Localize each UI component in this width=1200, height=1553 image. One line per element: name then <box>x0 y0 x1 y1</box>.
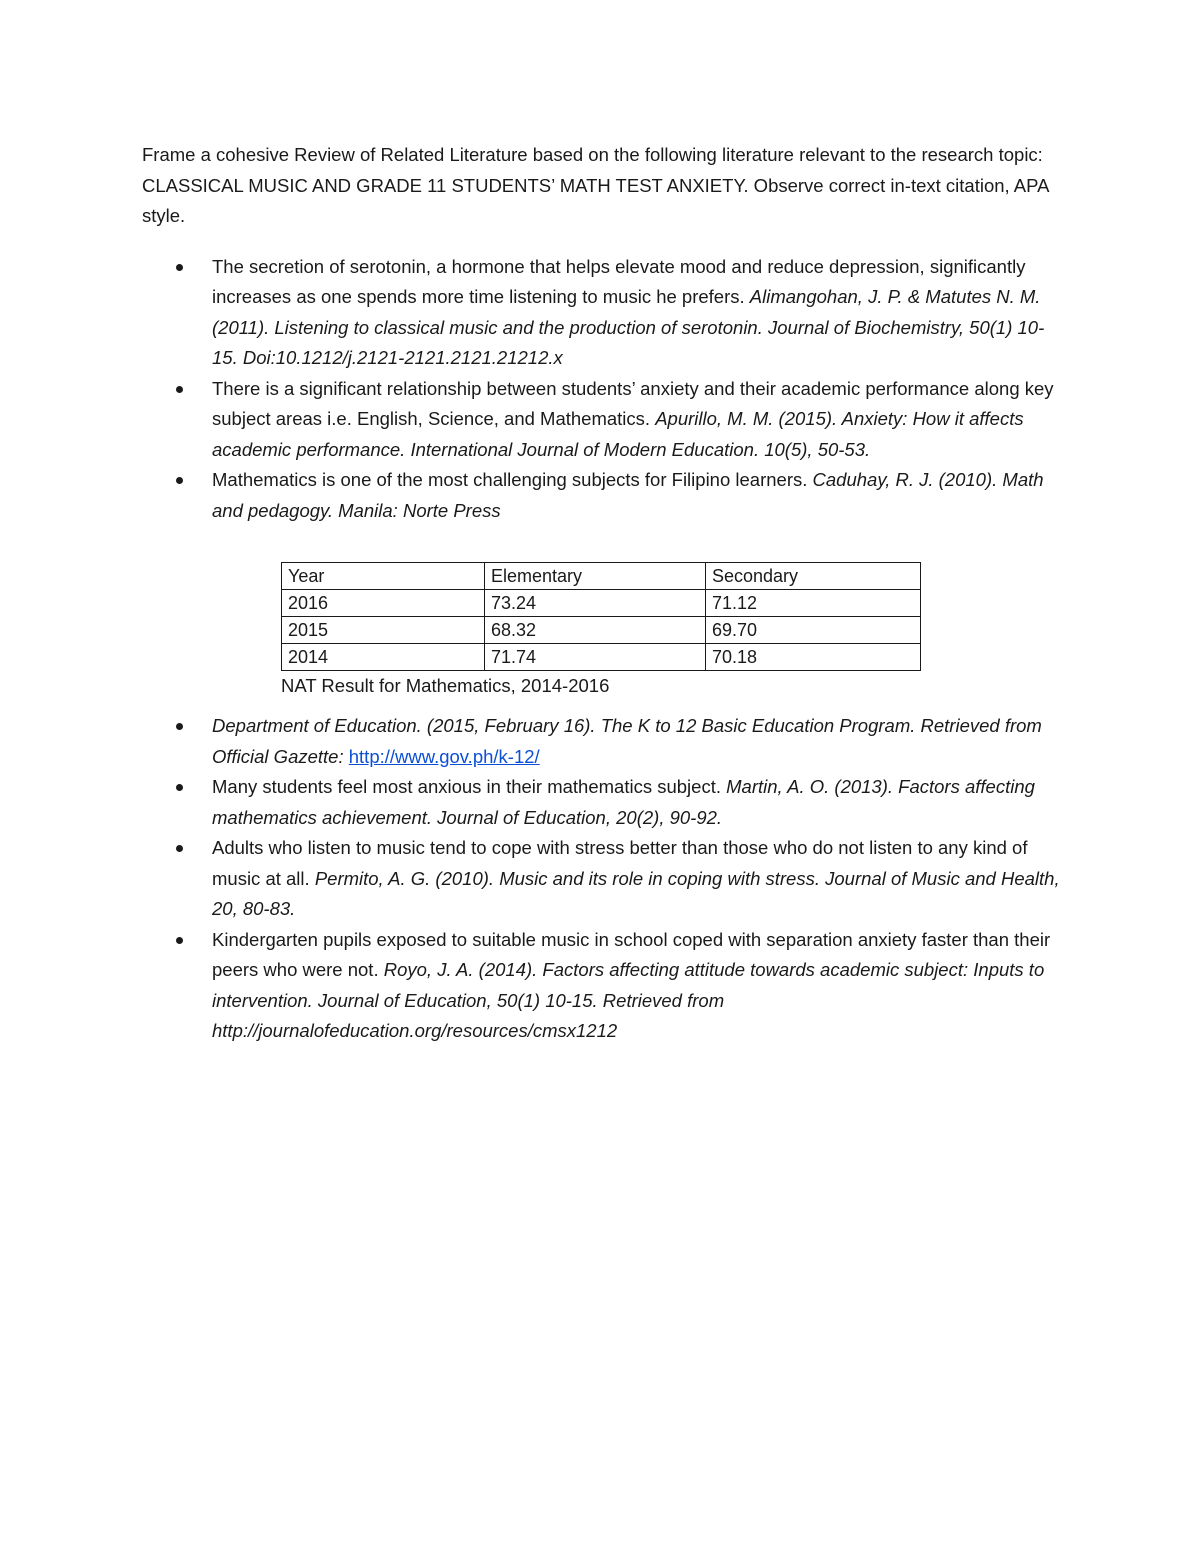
bullet-icon <box>176 723 183 730</box>
table-header-cell: Year <box>282 563 485 590</box>
reference-citation: Alimangohan, J. P. & Matutes N. M. (2011). Listening to classical music and the production of serotonin. Journal of Biochemistry, 50(1) 10-15. Doi:10.1212/j.2121-2121.2121.21212.x <box>212 286 1045 368</box>
reference-text: There is a significant relationship between students’ anxiety and their academic performance along key subject areas i.e. English, Science, and Mathematics. <box>212 377 1054 429</box>
reference-citation: Martin, A. O. (2013). Factors affecting mathematics achievement. Journal of Education, 20(2), 90-92. <box>212 776 1035 828</box>
bullet-icon <box>176 937 183 944</box>
table-header-cell: Secondary <box>706 563 921 590</box>
gazette-link[interactable]: http://www.gov.ph/k-12/ <box>348 745 540 767</box>
table-cell: 2016 <box>282 590 485 617</box>
reference-text: Kindergarten pupils exposed to suitable music in school coped with separation anxiety faster than their peers who were not. <box>212 928 1051 980</box>
table-header-cell: Elementary <box>485 563 706 590</box>
reference-text: Mathematics is one of the most challenging subjects for Filipino learners. <box>212 469 813 490</box>
table-caption: NAT Result for Mathematics, 2014-2016 <box>281 675 610 696</box>
reference-item <box>142 772 1062 833</box>
reference-text: Many students feel most anxious in their mathematics subject. <box>212 776 727 797</box>
table-row <box>282 644 921 671</box>
table-cell: 69.70 <box>706 617 921 644</box>
bullet-icon <box>176 386 183 393</box>
reference-citation: Permito, A. G. (2010). Music and its role in coping with stress. Journal of Music and Health, 20, 80-83. <box>212 867 1060 919</box>
reference-citation: Apurillo, M. M. (2015). Anxiety: How it affects academic performance. International Journal of Modern Education. 10(5), 50-53. <box>212 408 1024 460</box>
table-row <box>282 590 921 617</box>
document-body <box>142 140 1062 1047</box>
reference-citation: Caduhay, R. J. (2010). Math and pedagogy. Manila: Norte Press <box>212 469 1044 521</box>
bullet-icon <box>176 264 183 271</box>
table-cell: 71.12 <box>706 590 921 617</box>
reference-citation: Royo, J. A. (2014). Factors affecting attitude towards academic subject: Inputs to intervention. Journal of Education, 50(1) 10-15. Retrieved from http://journalofeducation.org/resources/cmsx1212 <box>212 959 1045 1041</box>
table-cell: 70.18 <box>706 644 921 671</box>
reference-item <box>142 925 1062 1047</box>
reference-item <box>142 374 1062 466</box>
reference-item <box>142 711 1062 772</box>
reference-item <box>142 252 1062 374</box>
table-cell: 68.32 <box>485 617 706 644</box>
reference-text: Adults who listen to music tend to cope with stress better than those who do not listen to any kind of music at all. <box>212 837 1028 889</box>
table-cell: 71.74 <box>485 644 706 671</box>
table-row <box>282 617 921 644</box>
nat-table-block <box>142 562 1062 701</box>
bullet-icon <box>176 845 183 852</box>
table-cell: 2014 <box>282 644 485 671</box>
table-cell: 73.24 <box>485 590 706 617</box>
reference-text: The secretion of serotonin, a hormone that helps elevate mood and reduce depression, significantly increases as one spends more time listening to music he prefers. <box>212 255 1026 307</box>
bullet-icon <box>176 784 183 791</box>
table-header-row <box>282 563 921 590</box>
nat-results-table <box>281 562 921 671</box>
reference-list-top <box>142 252 1062 527</box>
reference-item <box>142 465 1062 526</box>
table-cell: 2015 <box>282 617 485 644</box>
bullet-icon <box>176 477 183 484</box>
reference-citation: Department of Education. (2015, February 16). The K to 12 Basic Education Program. Retrieved from Official Gazette: <box>212 715 1042 767</box>
reference-list-bottom <box>142 711 1062 1047</box>
reference-item <box>142 833 1062 925</box>
instruction-paragraph: Frame a cohesive Review of Related Literature based on the following literature relevant to the research topic: CLASSICAL MUSIC AND GRADE 11 STUDENTS’ MATH TEST ANXIETY. Observe correct in-text citation, APA style. <box>142 144 1049 226</box>
